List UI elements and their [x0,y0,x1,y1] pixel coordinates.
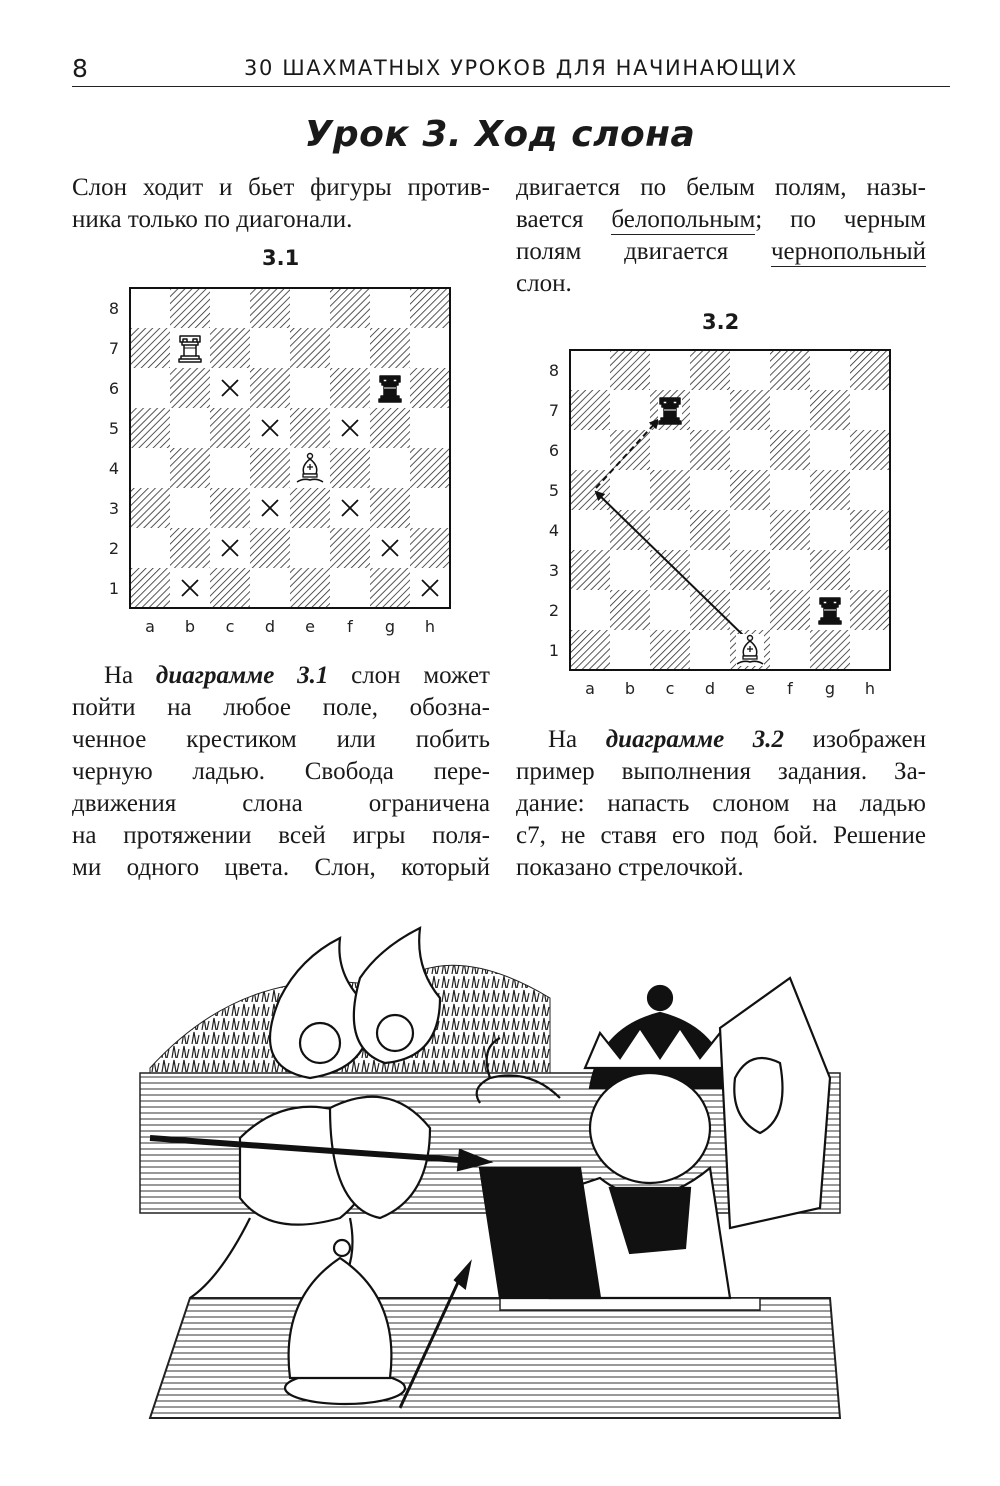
diagram-reference: диаграмме 3.2 [605,726,785,753]
term-light-squared: белопольным [611,206,756,233]
light-square [850,390,890,430]
dark-square [690,430,730,470]
light-square [370,448,410,488]
light-square [610,550,650,590]
para-right-line: с7, не ставя его под бой. Решение [516,822,926,849]
light-square [570,430,610,470]
light-square [210,448,250,488]
light-square [290,368,330,408]
light-square [370,288,410,328]
light-square [690,390,730,430]
rank-label: 1 [108,579,120,598]
target-cross-mark [180,578,200,598]
dark-square [770,590,810,630]
intro-left [72,172,490,236]
diagram-reference: диаграмме 3.1 [155,662,329,689]
dark-square [570,470,610,510]
page-number: 8 [72,54,88,83]
target-cross-mark [220,538,240,558]
dark-square [850,510,890,550]
dark-square [130,408,170,448]
black-rook [658,398,682,424]
dark-square [250,448,290,488]
target-cross-mark [220,378,240,398]
light-square [250,328,290,368]
light-square [210,288,250,328]
target-cross-mark [340,418,360,438]
dark-square [810,470,850,510]
light-square [770,390,810,430]
dark-square [770,430,810,470]
dark-square [290,328,330,368]
light-square [410,408,450,448]
dark-square [770,510,810,550]
para-left-line: на протяжении всей игры поля- [72,822,490,849]
dark-square [730,550,770,590]
file-label: f [347,617,353,636]
text-run: изображен [784,726,927,753]
para-right-line [516,724,926,756]
para-left-line: движения слона ограничена [72,790,490,817]
rank-label: 8 [108,299,120,318]
rank-label: 4 [548,521,560,540]
dark-square [610,350,650,390]
dark-square [570,550,610,590]
para-right-line: пример выполнения задания. За- [516,758,926,785]
file-label: a [585,679,595,698]
rank-label: 2 [548,601,560,620]
dark-square [210,408,250,448]
text-run: На [548,726,606,753]
dark-square [370,568,410,608]
term-dark-squared: чернопольный [770,238,926,265]
intro-right-line [516,204,926,236]
file-label: c [665,679,675,698]
dark-square [250,288,290,328]
target-cross-mark [260,498,280,518]
text-run: слон может [328,662,490,689]
dark-square [410,528,450,568]
file-label: b [624,679,636,698]
rank-label: 3 [548,561,560,580]
intro-right-line [516,236,926,268]
file-label: a [145,617,155,636]
dark-square [370,328,410,368]
dark-square [650,630,690,670]
intro-right [516,172,926,300]
light-square [690,470,730,510]
text-run: ; по черным [755,206,926,233]
para-left-line: ми одного цвета. Слон, который [72,854,490,881]
light-square [330,328,370,368]
intro-left-line: Слон ходит и бьет фигуры против- [72,174,490,201]
light-square [810,350,850,390]
dark-square [370,408,410,448]
file-label: f [787,679,793,698]
file-label: e [305,617,315,636]
black-rook [378,376,402,402]
light-square [850,550,890,590]
light-square [130,448,170,488]
file-label: d [264,617,276,636]
light-square [810,430,850,470]
para-right-line: дание: напасть слоном на ладью [516,790,926,817]
light-square [330,568,370,608]
light-square [170,408,210,448]
light-square [410,488,450,528]
rank-label: 3 [108,499,120,518]
light-square [850,630,890,670]
light-square [650,430,690,470]
rank-label: 6 [548,441,560,460]
dark-square [730,390,770,430]
dark-square [290,488,330,528]
dark-square [690,350,730,390]
dark-square [610,590,650,630]
intro-left-line: ника только по диагонали. [72,206,353,233]
dark-square [330,288,370,328]
dark-square [410,448,450,488]
light-square [570,590,610,630]
light-square [130,368,170,408]
dark-square [410,288,450,328]
dark-square [210,488,250,528]
dark-square [850,590,890,630]
diagram-3-1-label: 3.1 [262,246,300,270]
file-label: h [424,617,436,636]
target-cross-mark [260,418,280,438]
dark-square [210,328,250,368]
dark-square [130,328,170,368]
dark-square [730,470,770,510]
file-label: c [225,617,235,636]
file-label: h [864,679,876,698]
light-square [610,390,650,430]
para-left-line: черную ладью. Свобода пере- [72,758,490,785]
light-square [730,590,770,630]
white-rook [178,336,202,362]
intro-right-line: слон. [516,270,572,297]
para-left-line: пойти на любое поле, обозна- [72,694,490,721]
light-square [770,630,810,670]
cartoon-illustration [130,918,860,1428]
light-square [690,630,730,670]
dark-square [690,510,730,550]
rank-label: 7 [108,339,120,358]
para-left-line: ченное крестиком или побить [72,726,490,753]
dark-square [810,630,850,670]
light-square [290,288,330,328]
rank-label: 7 [548,401,560,420]
light-square [690,550,730,590]
rank-label: 5 [108,419,120,438]
table-board [150,1298,840,1418]
dark-square [170,288,210,328]
dark-square [410,368,450,408]
white-bishop [736,634,764,666]
black-rook [818,598,842,624]
file-label: g [824,679,836,698]
running-head [72,52,950,87]
dark-square [850,430,890,470]
light-square [170,488,210,528]
rank-label: 1 [548,641,560,660]
light-square [570,350,610,390]
lesson-title: Урок 3. Ход слона [304,114,696,155]
dark-square [370,488,410,528]
diagram-3-2-label: 3.2 [702,310,740,334]
dark-square [850,350,890,390]
table-hole [500,1298,760,1310]
rank-label: 2 [108,539,120,558]
dark-square [650,470,690,510]
dark-square [570,630,610,670]
dark-square [810,390,850,430]
dark-square [690,590,730,630]
light-square [610,470,650,510]
light-square [250,568,290,608]
light-square [770,550,810,590]
dark-square [170,528,210,568]
dark-square [770,350,810,390]
white-bishop [296,452,324,484]
text-run: вается [516,206,612,233]
light-square [290,528,330,568]
light-square [130,288,170,328]
light-square [650,350,690,390]
light-square [650,590,690,630]
text-run: полям двигается [516,238,771,265]
dark-square [610,510,650,550]
rank-label: 6 [108,379,120,398]
light-square [610,630,650,670]
chess-diagram-3-2 [530,332,920,712]
light-square [730,350,770,390]
book-title: 30 ШАХМАТНЫХ УРОКОВ ДЛЯ НАЧИНАЮЩИХ [244,56,798,80]
target-cross-mark [420,578,440,598]
dark-square [330,528,370,568]
para-right-line: показано стрелочкой. [516,854,744,881]
dark-square [650,550,690,590]
light-square [570,510,610,550]
dark-square [170,448,210,488]
light-square [810,510,850,550]
file-label: e [745,679,755,698]
light-square [730,430,770,470]
dark-square [210,568,250,608]
dark-square [170,368,210,408]
dark-square [570,390,610,430]
intro-right-line: двигается по белым полям, назы- [516,174,926,201]
chess-diagram-3-1 [90,270,480,650]
text-run: На [104,662,156,689]
light-square [850,470,890,510]
target-cross-mark [380,538,400,558]
rank-label: 8 [548,361,560,380]
light-square [130,528,170,568]
light-square [730,510,770,550]
light-square [650,510,690,550]
dark-square [330,448,370,488]
dark-square [250,528,290,568]
dark-square [130,568,170,608]
dark-square [330,368,370,408]
target-cross-mark [340,498,360,518]
file-label: b [184,617,196,636]
rank-label: 4 [108,459,120,478]
light-square [410,328,450,368]
dark-square [290,408,330,448]
para-left-line [72,660,490,692]
dark-square [250,368,290,408]
paragraph-diagram-3-1 [72,660,490,884]
paragraph-diagram-3-2 [516,724,926,884]
rank-label: 5 [548,481,560,500]
dark-square [130,488,170,528]
file-label: d [704,679,716,698]
dark-square [810,550,850,590]
file-label: g [384,617,396,636]
dark-square [290,568,330,608]
light-square [770,470,810,510]
